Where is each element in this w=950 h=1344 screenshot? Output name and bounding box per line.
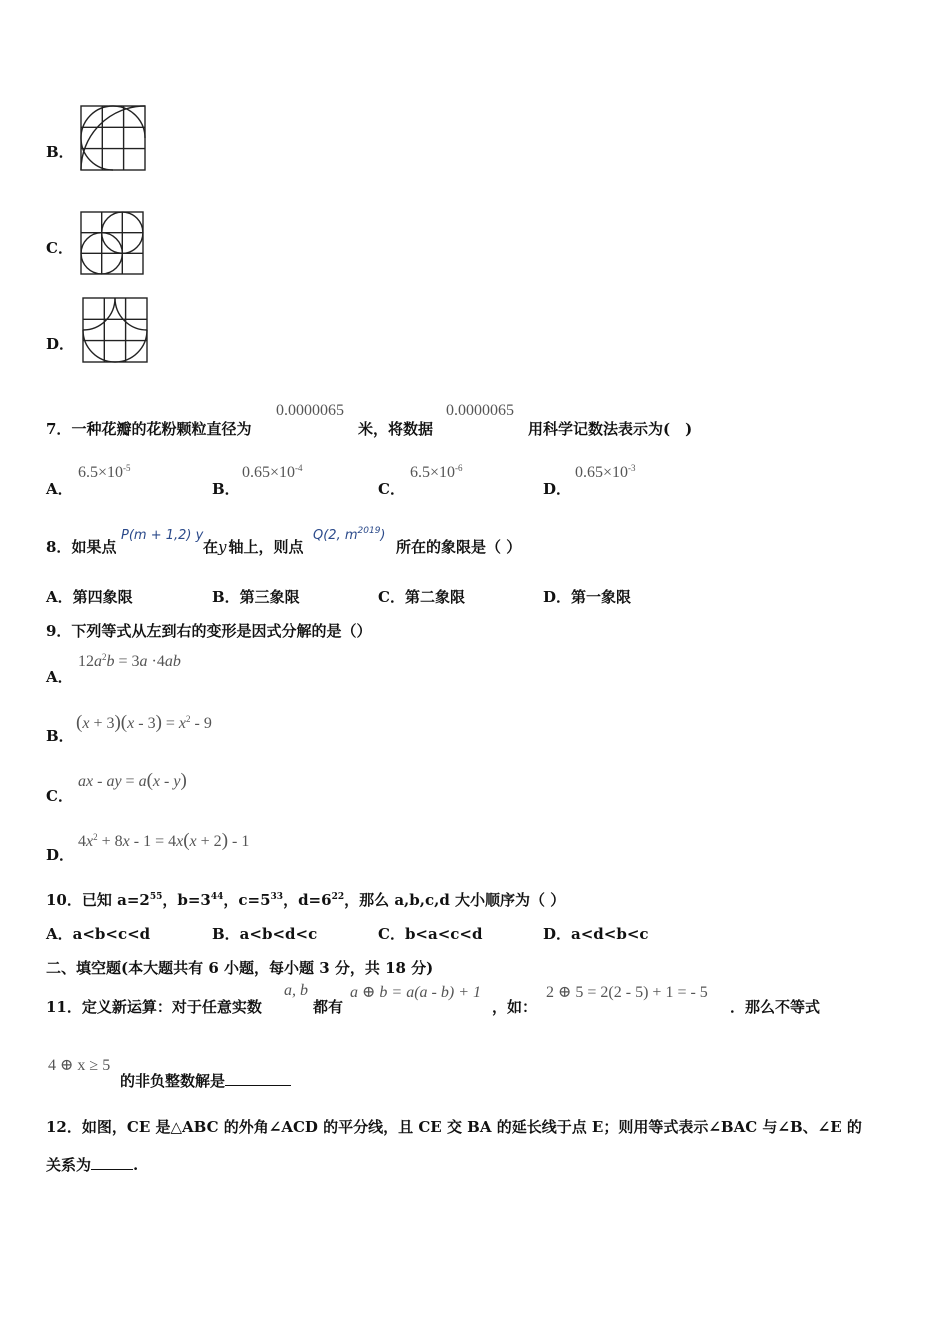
q8-text-2: 在 bbox=[203, 538, 219, 556]
q10-stem: 10．已知 $a=2^{55}$，$b=3^{44}$，$c=5^{33}$，$d=6^{22}$，那么 a,b,c,d 大小顺序为（ ） bbox=[46, 891, 566, 909]
q8-option-a: A．第四象限 bbox=[46, 588, 133, 606]
q8-text-4: 所在的象限是（ ） bbox=[396, 538, 522, 556]
q9-option-d-label: D． bbox=[46, 846, 75, 864]
q7-option-a-label: A． bbox=[46, 480, 73, 498]
q11-stem-start: 11．定义新运算：对于任意实数 bbox=[46, 998, 262, 1016]
q6-option-b-figure bbox=[80, 105, 146, 171]
q7-number: 7． bbox=[46, 420, 72, 438]
q7-value-1: 0.0000065 bbox=[276, 402, 344, 419]
q6-option-b-label: B． bbox=[46, 143, 74, 161]
q7-stem bbox=[46, 418, 251, 439]
q8-option-c: C．第二象限 bbox=[378, 588, 465, 606]
q7-option-d-value: $0.65\times 10^{-3}$ bbox=[575, 463, 636, 481]
q11-text-5: 的非负整数解是 bbox=[120, 1070, 291, 1091]
q11-text-3: ，如： bbox=[492, 998, 538, 1016]
q9-option-b-label: B． bbox=[46, 727, 74, 745]
q12-line-2: 关系为 . bbox=[46, 1156, 139, 1174]
q8-stem-start: 8．如果点 bbox=[46, 538, 117, 556]
q6-option-d-figure bbox=[82, 297, 148, 363]
q12-answer-blank[interactable] bbox=[91, 1155, 133, 1170]
q8-text-3: y 轴上，则点 bbox=[218, 538, 304, 556]
q7-option-b-value: $0.65\times 10^{-4}$ bbox=[242, 463, 303, 481]
q9-option-d-formula: $4x^2 + 8x - 1 = 4x(x + 2) - 1$ bbox=[78, 830, 250, 851]
q11-definition: a ⊕ b = a(a - b) + 1 bbox=[350, 984, 481, 1001]
q7-option-c-label: C． bbox=[378, 480, 405, 498]
q8-option-d: D．第一象限 bbox=[543, 588, 632, 606]
q7-option-b-label: B． bbox=[212, 480, 240, 498]
q8-point-p: P(m + 1,2) y bbox=[121, 528, 204, 543]
q11-text-2: 都有 bbox=[313, 998, 344, 1016]
section-2-heading: 二、填空题(本大题共有 6 小题，每小题 3 分，共 18 分) bbox=[46, 959, 434, 977]
q7-text-2: 米，将数据 bbox=[358, 420, 434, 438]
q10-option-c: C．b<a<c<d bbox=[378, 925, 483, 943]
q6-option-d-label: D． bbox=[46, 335, 75, 353]
q10-option-a: A．a<b<c<d bbox=[46, 925, 151, 943]
q6-option-c-label: C． bbox=[46, 239, 73, 257]
q7-option-a-value: $6.5\times 10^{-5}$ bbox=[78, 463, 131, 481]
q10-option-b: B．a<b<d<c bbox=[212, 925, 318, 943]
q8-point-q: Q(2, $m^{2019}$) bbox=[313, 526, 386, 543]
q7-text-3: 用科学记数法表示为( ) bbox=[528, 420, 693, 438]
q8-option-b: B．第三象限 bbox=[212, 588, 300, 606]
q11-inequality: 4 ⊕ x ≥ 5 bbox=[48, 1057, 111, 1074]
q9-stem: 9．下列等式从左到右的变形是因式分解的是（） bbox=[46, 622, 372, 640]
q9-option-c-formula: ax - ay = a(x - y) bbox=[78, 770, 187, 791]
q7-option-d-label: D． bbox=[543, 480, 572, 498]
q11-ab: a, b bbox=[284, 982, 308, 999]
q9-option-a-formula: $12a^2b = 3a \cdot 4ab$ bbox=[78, 652, 181, 670]
q11-answer-blank[interactable] bbox=[225, 1071, 291, 1086]
q7-text-1: 一种花瓣的花粉颗粒直径为 bbox=[71, 420, 252, 438]
q7-value-2: 0.0000065 bbox=[446, 402, 514, 419]
q9-option-a-label: A． bbox=[46, 668, 73, 686]
q11-text-4: ．那么不等式 bbox=[730, 998, 821, 1016]
q7-option-c-value: $6.5\times 10^{-6}$ bbox=[410, 463, 463, 481]
q6-option-c-figure bbox=[80, 211, 144, 275]
q11-example: 2 ⊕ 5 = 2(2 - 5) + 1 = - 5 bbox=[546, 984, 708, 1001]
q10-option-d: D．a<d<b<c bbox=[543, 925, 649, 943]
q9-option-c-label: C． bbox=[46, 787, 73, 805]
q9-option-b-formula: $(x + 3)(x - 3) = x^2 - 9$ bbox=[76, 712, 212, 733]
q12-line-1: 12．如图，CE 是△ABC 的外角∠ACD 的平分线，且 CE 交 BA 的延长线于点 E；则用等式表示∠BAC 与∠B、∠E 的 bbox=[46, 1118, 862, 1136]
